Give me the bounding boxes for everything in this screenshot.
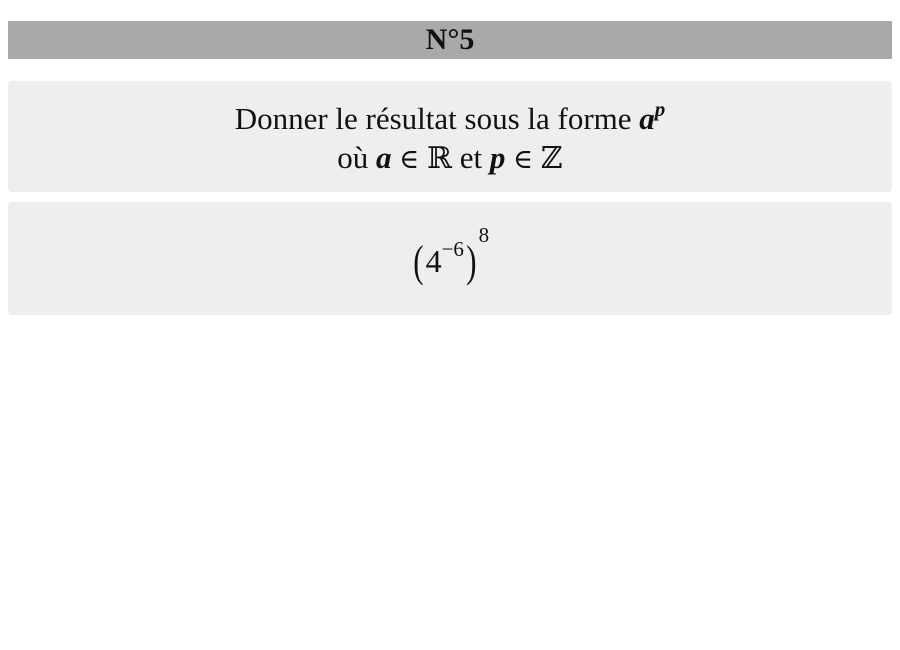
instruction-card	[8, 81, 892, 192]
close-parenthesis: )	[466, 237, 477, 286]
element-of-symbol: ∈	[399, 144, 420, 175]
instruction-prefix: où	[337, 140, 369, 175]
exercise-title	[8, 21, 892, 59]
reals-set-symbol: ℝ	[427, 141, 452, 176]
inner-exponent: −6	[441, 237, 464, 261]
element-of-symbol-2: ∈	[513, 144, 534, 175]
conjunction-text: et	[459, 140, 483, 175]
instruction-line-1	[8, 99, 892, 139]
variable-a: a	[639, 101, 655, 136]
variable-a-2: a	[376, 140, 392, 175]
instruction-line-2	[8, 138, 892, 180]
instruction-text: Donner le résultat sous la forme	[234, 101, 632, 136]
expression-base: 4	[425, 243, 442, 279]
math-expression	[8, 223, 892, 286]
integers-set-symbol: ℤ	[540, 141, 563, 176]
open-parenthesis: (	[413, 237, 424, 286]
variable-p-exponent: p	[654, 97, 666, 121]
outer-exponent: 8	[478, 223, 490, 247]
variable-p: p	[489, 140, 506, 175]
expression-card	[8, 202, 892, 315]
exercise-number: N°5	[425, 23, 475, 56]
